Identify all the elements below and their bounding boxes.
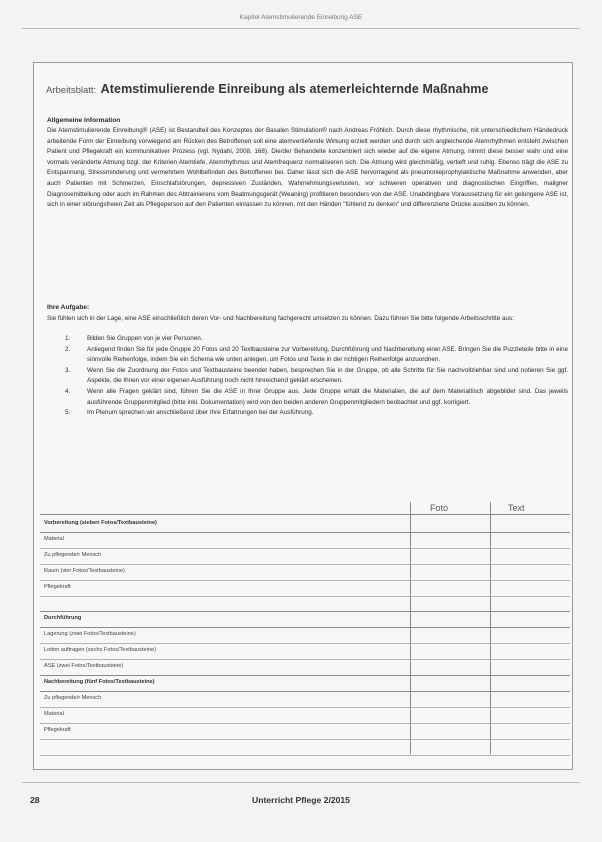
table-row-rule	[40, 755, 570, 756]
step-text: Bilden Sie Gruppen von je vier Personen.	[87, 335, 203, 342]
info-heading: Allgemeine Information	[47, 117, 121, 124]
step-text: Wenn alle Fragen geklärt sind, führen Sie die ASE in Ihrer Gruppe aus. Jede Gruppe erhält die Materialien, die auf dem Materialtisch abgebildet sind. Das jeweils ausführende Gruppenmitglied (bitte inkl. Dokumentation) wird von den beiden anderen Gruppenmitgliedern beobachtet und ggf. korrigiert.	[87, 387, 568, 406]
table-row-label: Lagerung (zwei Fotos/Textbausteine)	[44, 631, 136, 638]
worksheet-heading: Atemstimulierende Einreibung als atemerleichternde Maßnahme	[100, 82, 489, 96]
table-row-label: Material	[44, 710, 64, 717]
table-row-rule	[40, 611, 570, 612]
task-step	[47, 387, 568, 408]
worksheet-label: Arbeitsblatt:	[46, 85, 97, 96]
table-row-label: Pflegekraft	[44, 726, 71, 733]
column-header-text: Text	[508, 503, 525, 513]
table-row-label: Zu pflegende/r Mensch	[44, 694, 102, 701]
table-row-label: ASE (zwei Fotos/Textbausteine)	[44, 663, 124, 670]
step-number: 3.	[65, 366, 71, 374]
task-step	[47, 408, 568, 419]
task-steps	[47, 334, 568, 419]
table-row-label: Lotion auftragen (sechs Fotos/Textbausteine)	[44, 647, 156, 654]
info-paragraph: Die Atemstimulierende Einreibung® (ASE) ist Bestandteil des Konzeptes der Basalen Stimulation® nach Andreas Fröhlich. Durch diese rhythmische, mit unterschiedlichem Händedruck arbeitende Form der Einreibung vorwiegend am Rücken des Betroffenen soll eine atemvertiefende Wirkung erzielt werden und durch sich angleichende Atemrhythmen entsteht zwischen Patient und Pflegekraft ein kommunikativer Prozess (vgl. Nydahl, 2008, 168). Die/der Behandelte konzentriert sich wieder auf die eigene Atmung, nimmt diese besser wahr und eine vormals veränderte Atmung bzgl. der Kriterien Atemtiefe, Atemrhythmus und Atemfrequenz normalisieren sich. Die Atmung wird gleichmäßig, vertieft und ruhig. Ebenso trägt die ASE zu Entspannung, Stressminderung und vermehrtem Wohlbefinden des Betroffenen bei. Daher lässt sich die ASE hervorragend als pneumonieprophylaktische Maßnahme anwenden, aber auch Patienten mit Schmerzen, Einschlafstörungen, depressiven Zuständen, Wahrnehmungsverlusten, vor schweren operativen und diagnostischen Eingriffen, maligner Diagnosemitteilung oder auch im Rahmen des Abtrainierens vom Beatmungsgerät (Weaning) profitieren besonders von der ASE. Unabdingbare Voraussetzung für ein gelungene ASE ist, sich in einer störungsfreien Zeit als Pflegeperson auf den Patienten einlassen zu können, mit den Händen "fühlend zu denken" und differenzierte Drücke ausüben zu können.	[47, 127, 568, 209]
table-row-rule	[40, 564, 570, 565]
table-row-rule	[40, 532, 570, 533]
page-number: 28	[30, 795, 40, 805]
table-section-label: Durchführung	[44, 615, 82, 622]
step-number: 1.	[65, 335, 71, 342]
step-text: Im Plenum sprechen wir anschließend über Ihre Erfahrungen bei der Ausführung.	[87, 409, 314, 417]
journal-name: Unterricht Pflege 2/2015	[252, 795, 350, 805]
step-number: 5.	[65, 409, 71, 417]
table-row-rule	[40, 596, 570, 597]
table-row-label: Zu pflegende/r Mensch	[44, 551, 102, 558]
step-text: Wenn Sie die Zuordnung der Fotos und Textbausteine beendet haben, besprechen Sie in der Gruppe, ob alle Schritte für Sie nachvollziehbar sind und notieren Sie ggf. Aspekte, die Ihnen vor einer eigenen Ausführung noch nicht hinreichend geklärt erscheinen.	[87, 366, 568, 385]
table-row-rule	[40, 707, 570, 708]
table-row-rule	[40, 659, 570, 660]
table-row-rule	[40, 675, 570, 676]
step-text: Anliegend finden Sie für jede Gruppe 20 Fotos und 20 Textbausteine zur Vorbereitung, Durchführung und Nachbereitung einer ASE. Bringen Sie die Puzzleteile bitte in eine sinnvolle Reihenfolge, indem Sie ein Schema wie unten anlegen, um Fotos und Texte in der richtigen Reihenfolge anzuordnen.	[87, 345, 568, 364]
table-row-rule	[40, 643, 570, 644]
task-step	[47, 334, 568, 345]
table-row-rule	[40, 739, 570, 740]
task-step	[47, 366, 568, 387]
worksheet-title	[46, 80, 566, 98]
table-header-rule	[40, 514, 570, 515]
task-intro: Sie fühlen sich in der Lage, eine ASE einschließlich deren Vor- und Nachbereitung fachgerecht umsetzen zu können. Dazu führen Sie bitte folgende Arbeitsschritte aus:	[47, 315, 514, 322]
table-row-rule	[40, 627, 570, 628]
table-section-label: Nachbereitung (fünf Fotos/Textbausteine)	[44, 679, 155, 685]
task-heading: Ihre Aufgabe:	[47, 304, 90, 311]
column-header-foto: Foto	[430, 503, 449, 513]
table-row-rule	[40, 580, 570, 581]
table-row-rule	[40, 548, 570, 549]
table-section-label: Vorbereitung (sieben Fotos/Textbausteine)	[44, 520, 157, 526]
top-rule	[22, 28, 580, 29]
table-row-label: Raum (vier Fotos/Textbausteine)	[44, 567, 125, 574]
running-head: Kapitel Atemstimulierende Einreibung ASE	[239, 14, 363, 21]
bottom-rule	[22, 782, 580, 783]
task-step	[47, 345, 568, 366]
table-row-rule	[40, 691, 570, 692]
sequence-table	[40, 502, 570, 754]
table-row-rule	[40, 723, 570, 724]
table-row-label: Pflegekraft	[44, 583, 71, 590]
step-number: 4.	[65, 387, 71, 395]
step-number: 2.	[65, 345, 71, 353]
table-row-label: Material	[44, 535, 64, 542]
